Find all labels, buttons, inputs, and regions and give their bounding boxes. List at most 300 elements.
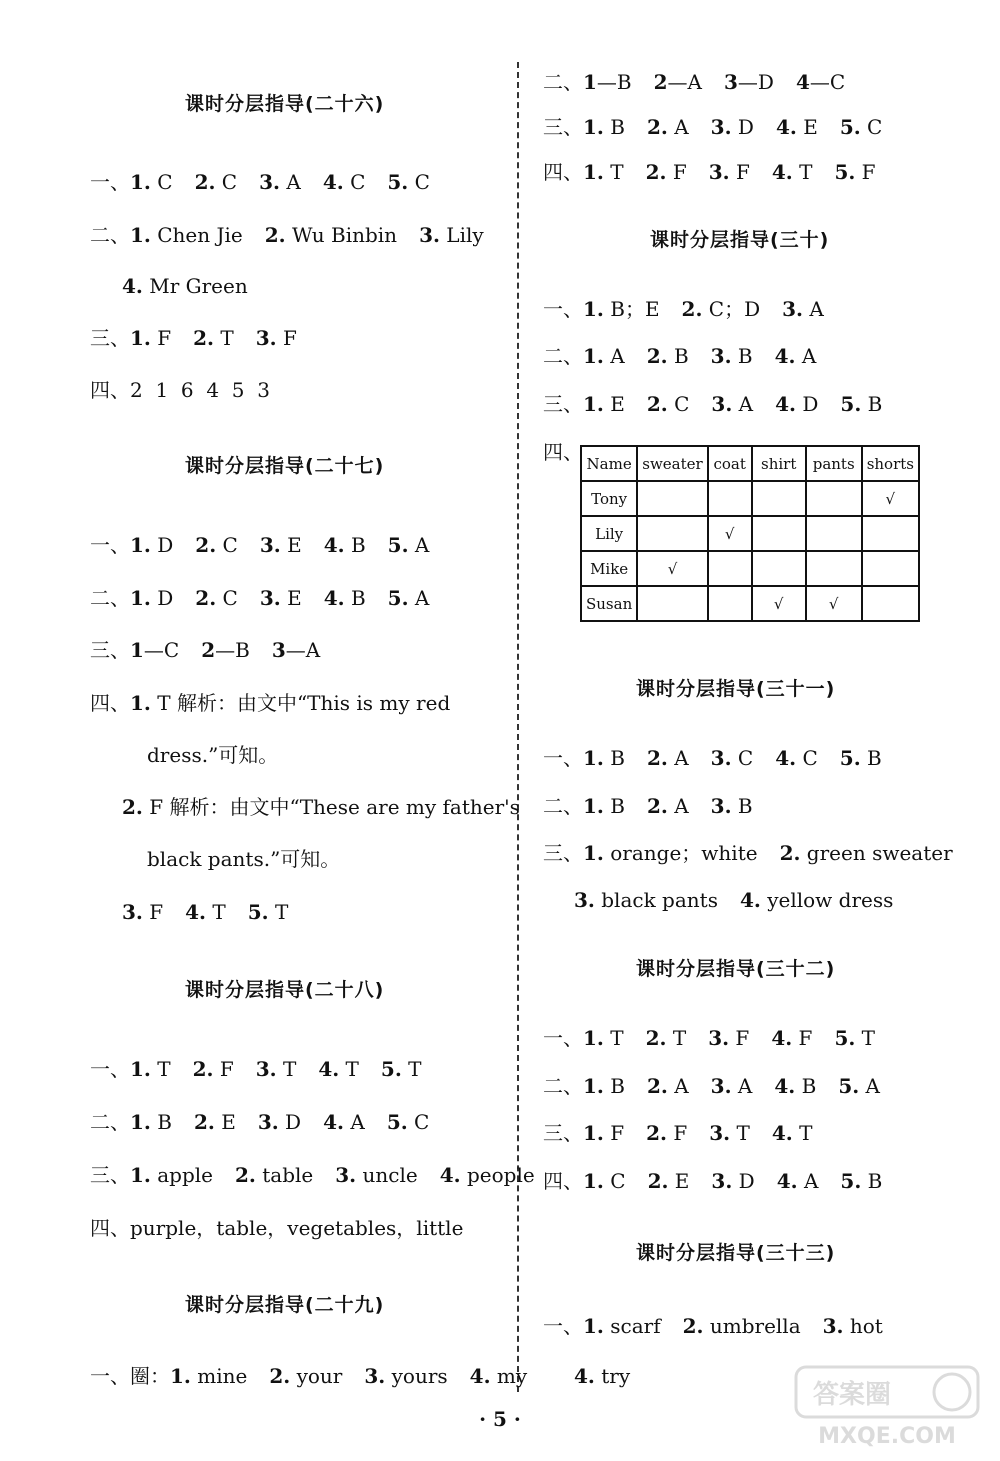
question-prefix: 二、: [90, 1110, 130, 1134]
item-answer: F: [667, 1121, 688, 1145]
item-number: 1.: [583, 794, 604, 818]
item-number: 1: [130, 638, 144, 662]
answer-line: [90, 328, 297, 348]
section-title-26: 课时分层指导(二十六): [185, 93, 385, 115]
item-answer: F: [213, 1057, 234, 1081]
item-number: 1.: [583, 297, 604, 321]
table-cell: [752, 516, 806, 551]
item-answer: F: [855, 160, 876, 184]
item-answer: A: [344, 1110, 365, 1134]
item-answer: B: [150, 1110, 172, 1134]
item-number: 1.: [583, 392, 604, 416]
section-title-28: 课时分层指导(二十八): [185, 979, 385, 1001]
item-number: 2.: [122, 795, 143, 819]
section-title-27: 课时分层指导(二十七): [185, 455, 385, 477]
answer-line: [90, 172, 430, 192]
item-answer: C: [796, 746, 818, 770]
answer-line: [543, 346, 816, 366]
answer-line: [574, 1366, 630, 1386]
table-header: pants: [806, 446, 862, 481]
item-answer: Wu Binbin: [285, 223, 398, 247]
item-answer: T: [792, 1121, 813, 1145]
item-number: 4.: [469, 1364, 491, 1388]
answer-line: [543, 1171, 882, 1191]
item-answer: T: [603, 160, 624, 184]
item-answer: orange；white: [603, 841, 758, 865]
item-number: 5.: [387, 586, 409, 610]
item-number: 2: [201, 638, 216, 662]
item-number: 2.: [192, 1057, 214, 1081]
table-cell: [862, 516, 919, 551]
item-answer: table: [255, 1163, 314, 1187]
item-answer: E: [796, 115, 818, 139]
item-answer: —B: [215, 638, 250, 662]
item-answer: C: [603, 1169, 626, 1193]
item-number: 3.: [710, 746, 732, 770]
item-answer: E: [280, 533, 302, 557]
item-number: 3: [724, 70, 738, 94]
item-answer: D: [150, 586, 174, 610]
item-answer: T: [603, 1026, 624, 1050]
watermark-logo: [792, 1361, 982, 1451]
item-number: 3.: [259, 533, 281, 557]
item-number: 3: [271, 638, 286, 662]
item-answer: B: [344, 586, 366, 610]
item-number: 3.: [710, 344, 732, 368]
item-number: 4.: [774, 344, 796, 368]
item-answer: B: [795, 1074, 817, 1098]
item-answer: E: [280, 586, 302, 610]
item-number: 4: [795, 70, 810, 94]
item-answer: C: [860, 115, 883, 139]
item-answer: B: [603, 746, 625, 770]
item-number: 1.: [130, 533, 151, 557]
page-number: · 5 ·: [479, 1407, 521, 1431]
item-answer: B: [731, 794, 753, 818]
item-number: 2.: [645, 160, 667, 184]
answer-line: [90, 693, 450, 713]
item-number: 1.: [130, 1057, 151, 1081]
item-number: 2.: [264, 223, 286, 247]
item-answer: umbrella: [703, 1314, 801, 1338]
answer-line: [543, 1123, 812, 1143]
item-answer: T: [150, 1057, 171, 1081]
item-number: 3.: [259, 170, 281, 194]
question-prefix: 二、: [543, 1074, 583, 1098]
item-number: 1.: [130, 1110, 151, 1134]
item-number: 1.: [583, 160, 604, 184]
item-number: 1.: [583, 1314, 604, 1338]
item-answer: hot: [843, 1314, 883, 1338]
answer-line: [90, 535, 429, 555]
answer-line: [543, 796, 753, 816]
table-cell: [752, 551, 806, 586]
table-header: shorts: [862, 446, 919, 481]
section-title-29: 课时分层指导(二十九): [185, 1294, 385, 1316]
item-answer: A: [667, 115, 689, 139]
item-number: 4.: [776, 1169, 798, 1193]
item-answer: try: [594, 1364, 631, 1388]
table-header: coat: [708, 446, 752, 481]
item-number: 4.: [122, 274, 143, 298]
item-answer: mine: [190, 1364, 248, 1388]
item-answer: A: [797, 1169, 819, 1193]
item-number: 2.: [646, 1121, 668, 1145]
item-number: 5.: [386, 1110, 408, 1134]
item-number: 4.: [318, 1057, 340, 1081]
item-number: 5.: [834, 1026, 856, 1050]
item-answer: D: [796, 392, 819, 416]
item-number: 3.: [710, 1074, 732, 1098]
item-answer: D: [731, 115, 754, 139]
item-number: 1.: [583, 344, 604, 368]
item-answer: —A: [667, 70, 702, 94]
item-number: 4.: [771, 1121, 793, 1145]
item-answer: Mr Green: [142, 274, 248, 298]
table-cell: [806, 551, 862, 586]
item-number: 4.: [323, 586, 345, 610]
answer-line: [90, 640, 320, 660]
item-answer: A: [732, 392, 754, 416]
table-cell: [806, 516, 862, 551]
item-number: 4.: [185, 900, 207, 924]
item-answer: —D: [737, 70, 774, 94]
item-answer: black pants: [594, 888, 718, 912]
item-number: 3.: [709, 1121, 731, 1145]
item-number: 2.: [646, 115, 668, 139]
item-answer: B: [860, 746, 882, 770]
column-divider: [517, 62, 519, 1392]
table-cell: Mike: [581, 551, 637, 586]
item-answer: A: [731, 1074, 753, 1098]
answer-line: [90, 380, 270, 400]
answer-line: [90, 1059, 422, 1079]
item-answer: A: [603, 344, 625, 368]
item-number: 3.: [255, 326, 277, 350]
table-header-row: [581, 446, 919, 481]
item-number: 1.: [583, 1026, 604, 1050]
item-answer: Lily: [439, 223, 484, 247]
item-number: 2: [653, 70, 668, 94]
section-title-31: 课时分层指导(三十一): [636, 678, 836, 700]
item-number: 3.: [122, 900, 143, 924]
item-answer: —B: [596, 70, 632, 94]
item-number: 5.: [387, 533, 409, 557]
answer-text: purple，table，vegetables，little: [130, 1216, 464, 1240]
item-answer: F: [729, 160, 750, 184]
table-cell: [637, 481, 707, 516]
item-answer: B；E: [603, 297, 660, 321]
answer-line: [90, 1366, 527, 1386]
item-number: 3.: [782, 297, 804, 321]
item-number: 3.: [257, 1110, 279, 1134]
item-number: 1.: [130, 586, 151, 610]
table-cell: [862, 551, 919, 586]
item-answer: your: [290, 1364, 343, 1388]
question-prefix: 一、: [90, 1057, 130, 1081]
item-answer: —C: [809, 70, 846, 94]
item-answer: B: [603, 115, 625, 139]
item-answer: T: [276, 1057, 297, 1081]
item-number: 5.: [387, 170, 409, 194]
item-number: 5.: [839, 115, 861, 139]
question-prefix: 四、: [90, 1216, 130, 1240]
table-cell: Susan: [581, 586, 637, 621]
table-cell: [708, 481, 752, 516]
item-answer: T: [855, 1026, 876, 1050]
item-answer: T: [206, 900, 226, 924]
item-answer: scarf: [603, 1314, 661, 1338]
item-answer: C: [215, 170, 238, 194]
answer-line: [543, 1028, 875, 1048]
item-answer: C: [731, 746, 754, 770]
item-number: 5.: [834, 160, 856, 184]
table-cell: [752, 481, 806, 516]
answer-line: [90, 1112, 429, 1132]
item-answer: A: [408, 586, 430, 610]
item-number: 2.: [681, 297, 703, 321]
question-prefix: 三、: [543, 392, 583, 416]
item-number: 1.: [583, 1169, 604, 1193]
item-number: 4.: [775, 746, 797, 770]
answer-line: [543, 299, 824, 319]
answer-line: [90, 1165, 535, 1185]
answer-text: dress.”可知。: [147, 743, 279, 767]
item-number: 2.: [269, 1364, 291, 1388]
question-prefix: 三、: [90, 326, 130, 350]
item-number: 1: [583, 70, 597, 94]
question-prefix: 四、: [90, 691, 130, 715]
item-number: 4.: [771, 160, 793, 184]
item-answer: T: [401, 1057, 422, 1081]
table-cell: [637, 586, 707, 621]
item-answer: apple: [150, 1163, 214, 1187]
question-prefix: 一、: [90, 170, 130, 194]
question-prefix: 一、: [543, 1314, 583, 1338]
item-number: 1.: [130, 170, 151, 194]
item-number: 3.: [710, 794, 732, 818]
question-prefix: 二、: [543, 70, 583, 94]
section-title-30: 课时分层指导(三十): [650, 229, 830, 251]
item-number: 2.: [193, 1110, 215, 1134]
item-answer: E: [214, 1110, 236, 1134]
table-cell: [708, 586, 752, 621]
item-number: 2.: [195, 586, 217, 610]
item-answer: T: [214, 326, 234, 350]
answer-line: [90, 588, 429, 608]
item-answer: B: [667, 344, 689, 368]
item-number: 4.: [775, 392, 797, 416]
item-number: 3.: [364, 1364, 386, 1388]
item-answer: A: [667, 746, 689, 770]
item-answer: T: [792, 160, 813, 184]
table-cell: [806, 481, 862, 516]
answer-line: [90, 1218, 463, 1238]
item-number: 1.: [583, 746, 604, 770]
answer-line: [574, 890, 893, 910]
item-answer: F: [729, 1026, 750, 1050]
item-answer: E: [668, 1169, 690, 1193]
item-number: 2.: [646, 746, 668, 770]
item-answer: my: [490, 1364, 528, 1388]
item-answer: A: [667, 1074, 689, 1098]
item-number: 3.: [822, 1314, 844, 1338]
item-answer: T: [268, 900, 289, 924]
item-answer: C: [216, 533, 238, 557]
item-answer: T: [339, 1057, 359, 1081]
question-prefix: 三、: [543, 1121, 583, 1145]
item-number: 3.: [259, 586, 281, 610]
item-number: 2.: [646, 344, 668, 368]
item-number: 2.: [193, 326, 215, 350]
answer-line: [543, 162, 876, 182]
item-number: 4.: [771, 1026, 793, 1050]
table-cell: √: [806, 586, 862, 621]
item-answer: F: [150, 326, 172, 350]
item-answer: C；D: [702, 297, 761, 321]
item-number: 2.: [646, 1074, 668, 1098]
item-answer: F: [276, 326, 297, 350]
table-cell: √: [637, 551, 707, 586]
answer-line: [122, 902, 288, 922]
section-title-33: 课时分层指导(三十三): [636, 1242, 836, 1264]
answer-line: [543, 1076, 880, 1096]
question-prefix: 一、: [543, 297, 583, 321]
item-answer: A: [803, 297, 824, 321]
table-cell: √: [708, 516, 752, 551]
item-answer: B: [861, 392, 883, 416]
question-prefix: 三、: [543, 115, 583, 139]
item-number: 2.: [646, 794, 668, 818]
answer-line: [543, 1316, 883, 1336]
item-number: 3.: [255, 1057, 277, 1081]
item-answer: D: [150, 533, 174, 557]
item-number: 3.: [711, 1169, 733, 1193]
item-answer: uncle: [356, 1163, 418, 1187]
question-prefix: 一、: [543, 746, 583, 770]
item-answer: A: [859, 1074, 881, 1098]
answer-line: [543, 748, 882, 768]
item-answer: A: [280, 170, 301, 194]
item-number: 5.: [839, 746, 861, 770]
table-cell: √: [752, 586, 806, 621]
question-prefix: 二、: [543, 794, 583, 818]
item-answer: —A: [285, 638, 321, 662]
item-number: 3.: [710, 115, 732, 139]
item-number: 2.: [647, 1169, 669, 1193]
item-number: 4.: [739, 888, 761, 912]
item-answer: D: [732, 1169, 755, 1193]
item-number: 3.: [708, 160, 730, 184]
item-number: 2.: [779, 841, 801, 865]
question-prefix: 三、: [543, 841, 583, 865]
answer-text: black pants.”可知。: [147, 847, 341, 871]
item-number: 1.: [130, 223, 151, 247]
item-answer: F: [792, 1026, 813, 1050]
item-answer: B: [861, 1169, 883, 1193]
question-prefix: 一、: [90, 533, 130, 557]
item-number: 2.: [235, 1163, 256, 1187]
item-answer: D: [278, 1110, 302, 1134]
item-number: 3.: [711, 392, 733, 416]
item-answer: yours: [385, 1364, 448, 1388]
item-number: 5.: [840, 392, 862, 416]
item-answer: —C: [143, 638, 180, 662]
item-answer: green sweater: [800, 841, 953, 865]
item-number: 1.: [170, 1364, 191, 1388]
item-answer: C: [667, 392, 690, 416]
item-number: 4.: [322, 170, 344, 194]
item-number: 4.: [775, 115, 797, 139]
item-answer: B: [731, 344, 753, 368]
item-number: 1.: [130, 691, 151, 715]
item-answer: A: [667, 794, 689, 818]
table-cell: Tony: [581, 481, 637, 516]
table-row: [581, 516, 919, 551]
svg-text:MXQE.COM: MXQE.COM: [818, 1424, 956, 1449]
item-number: 4.: [323, 533, 345, 557]
answer-line: [543, 394, 882, 414]
item-number: 2.: [645, 1026, 667, 1050]
item-number: 4.: [323, 1110, 344, 1134]
item-number: 4.: [774, 1074, 796, 1098]
item-number: 1.: [130, 326, 151, 350]
answer-text: F 解析：由文中“These are my father's: [149, 795, 520, 819]
item-number: 5.: [838, 1074, 860, 1098]
item-answer: B: [344, 533, 366, 557]
item-answer: C: [150, 170, 173, 194]
question-prefix: 三、: [90, 638, 130, 662]
item-number: 2.: [682, 1314, 704, 1338]
answer-text: T 解析：由文中“This is my red: [157, 691, 451, 715]
item-answer: F: [142, 900, 164, 924]
question-prefix: 二、: [90, 223, 130, 247]
item-answer: Chen Jie: [150, 223, 243, 247]
item-answer: C: [216, 586, 238, 610]
question-prefix: 二、: [90, 586, 130, 610]
answer-line: [122, 797, 520, 817]
answer-line: [90, 225, 484, 245]
answer-line: [543, 843, 953, 863]
item-number: 5.: [247, 900, 269, 924]
table-cell: [862, 586, 919, 621]
item-number: 2.: [646, 392, 668, 416]
answer-text: 2 1 6 4 5 3: [130, 378, 270, 402]
item-number: 2.: [194, 170, 216, 194]
question-prefix: 三、: [90, 1163, 130, 1187]
table-row: [581, 551, 919, 586]
item-answer: F: [603, 1121, 625, 1145]
section-title-32: 课时分层指导(三十二): [636, 958, 836, 980]
item-answer: E: [603, 392, 625, 416]
item-number: 3.: [574, 888, 595, 912]
item-answer: yellow dress: [760, 888, 894, 912]
item-number: 5.: [840, 1169, 862, 1193]
item-answer: A: [408, 533, 430, 557]
item-answer: T: [666, 1026, 687, 1050]
item-number: 1.: [583, 841, 604, 865]
table-header: Name: [581, 446, 637, 481]
question-prefix: 一、: [543, 1026, 583, 1050]
question-prefix: 一、圈：: [90, 1364, 170, 1388]
question-prefix: 四、: [543, 1169, 583, 1193]
item-number: 1.: [583, 1121, 604, 1145]
item-number: 1.: [583, 115, 604, 139]
table-header: sweater: [637, 446, 707, 481]
table-cell: [637, 516, 707, 551]
item-number: 3.: [419, 223, 440, 247]
table-row: [581, 481, 919, 516]
